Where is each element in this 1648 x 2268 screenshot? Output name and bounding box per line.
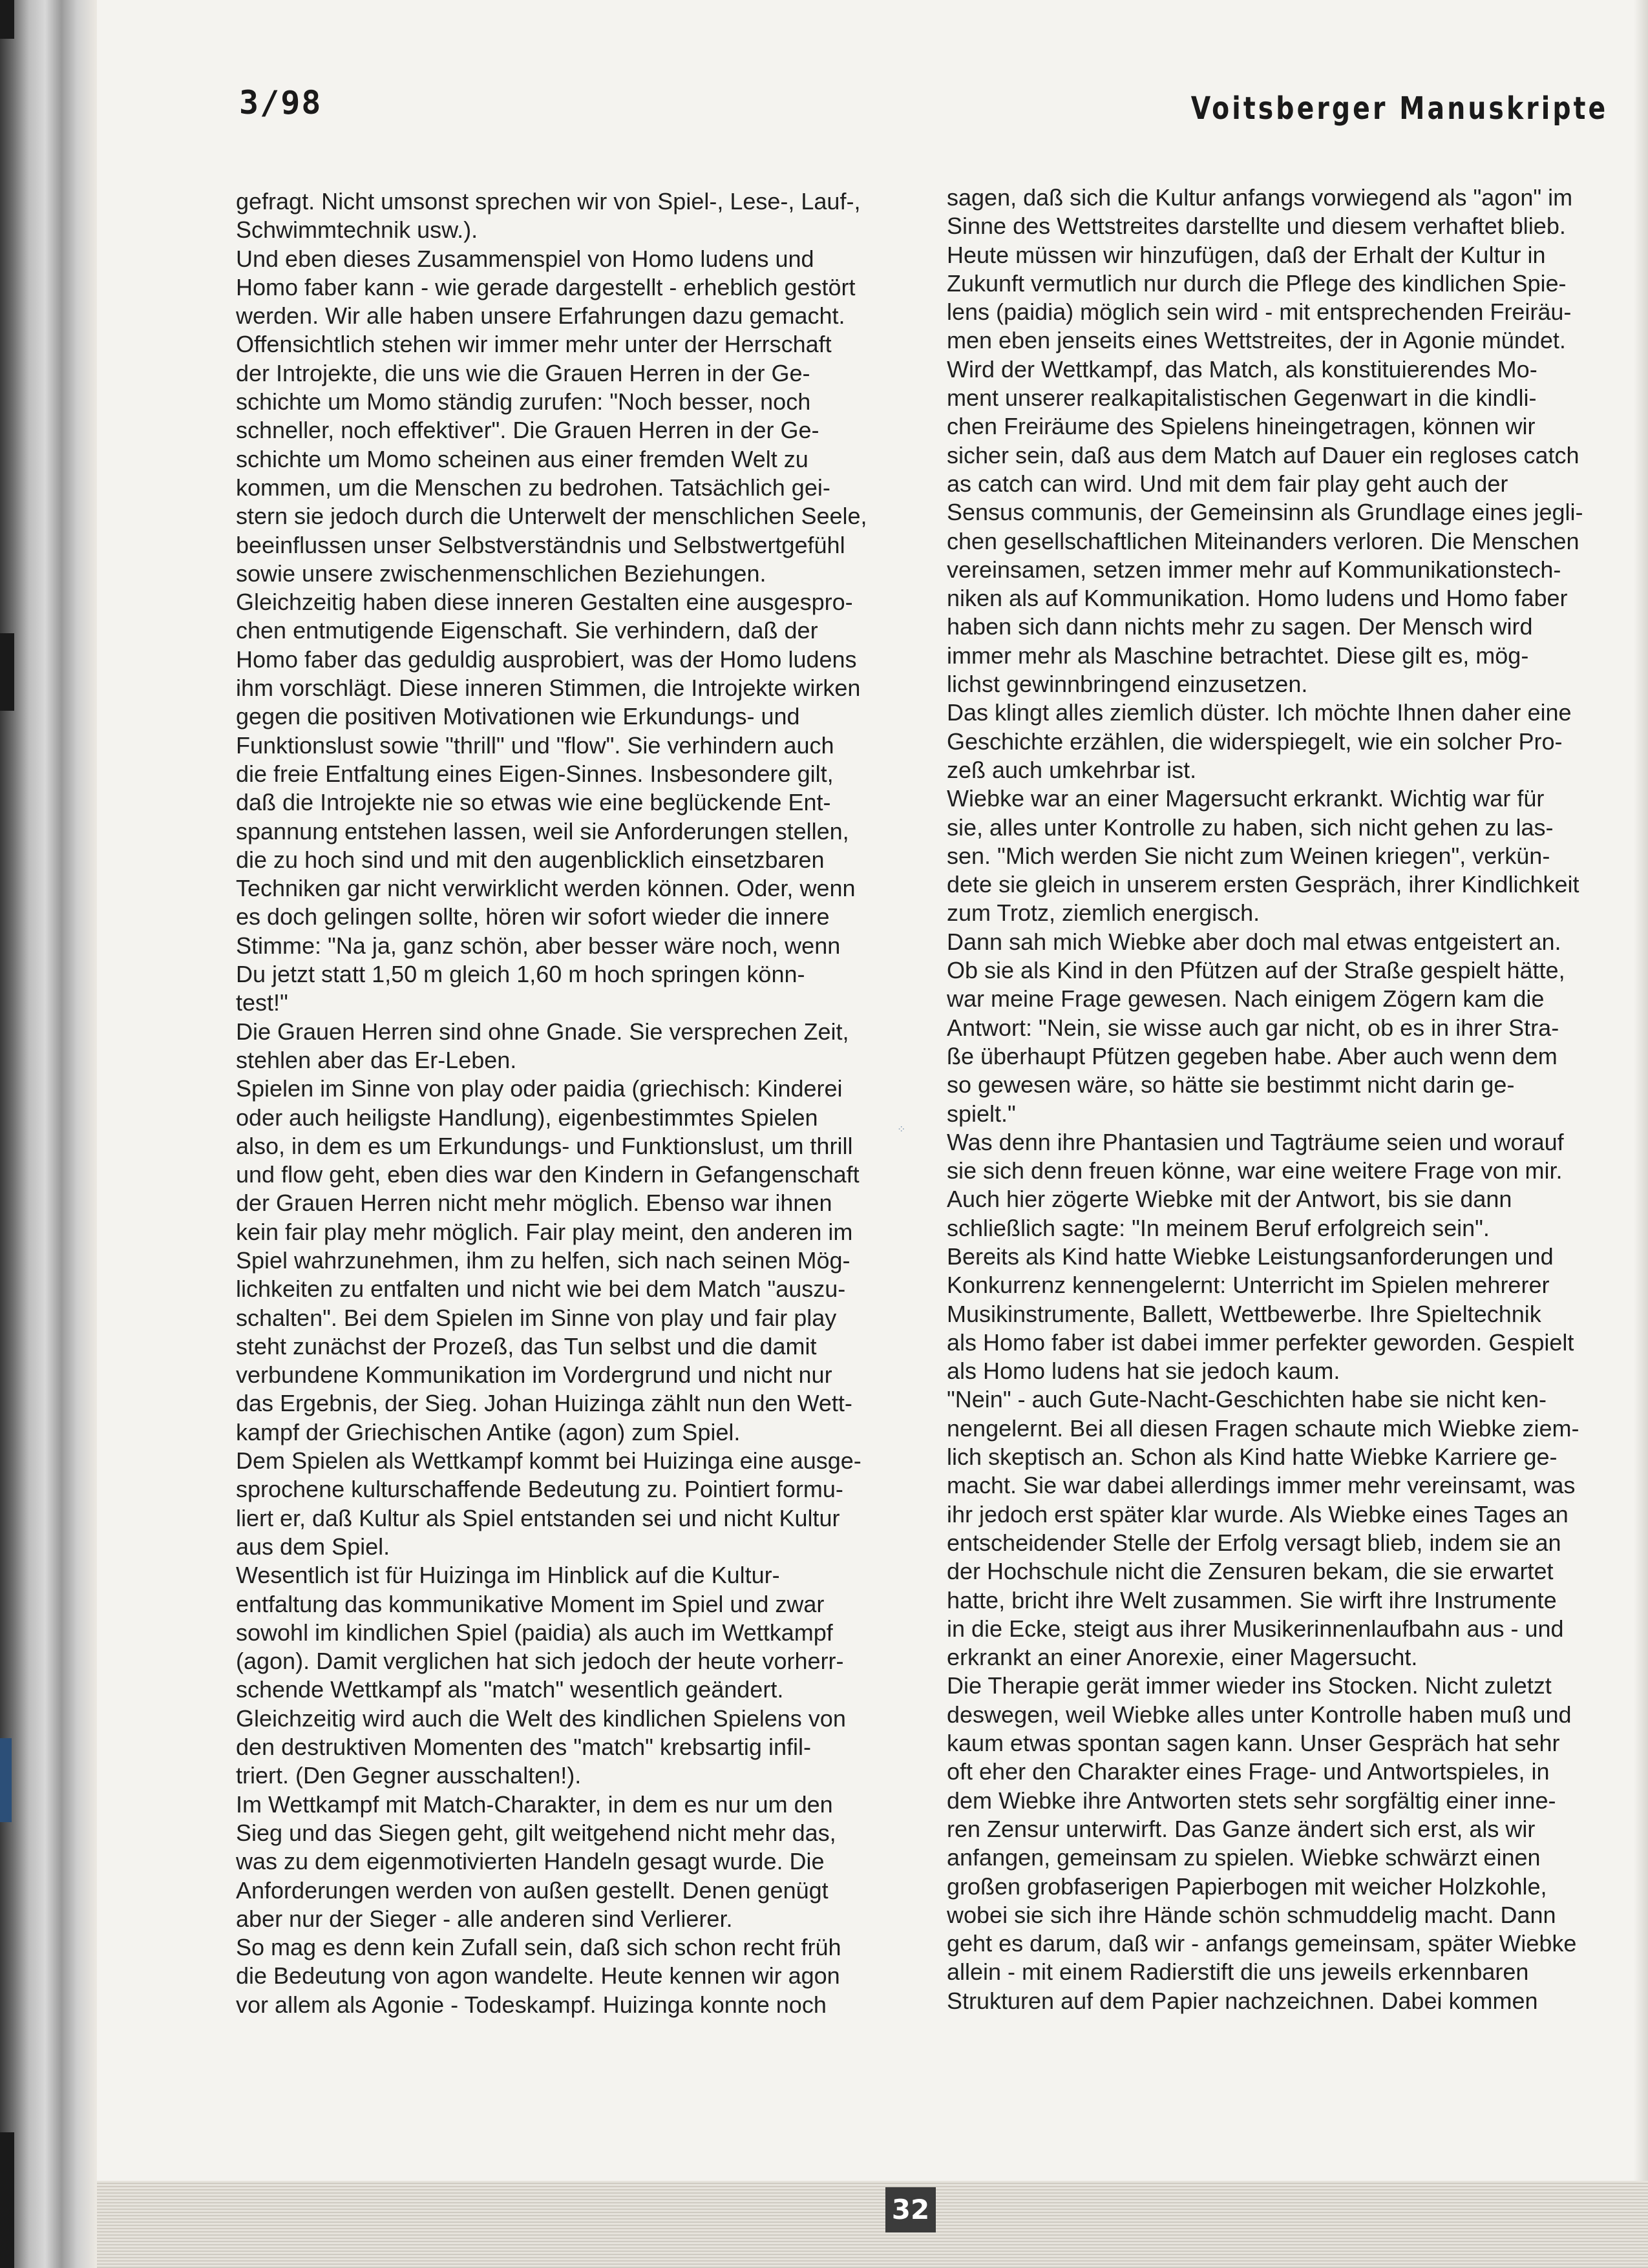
text-line: Homo faber das geduldig ausprobiert, was der Homo ludens — [236, 646, 857, 673]
text-line: vor allem als Agonie - Todeskampf. Huizinga konnte noch — [236, 1991, 827, 2018]
text-line: lens (paidia) möglich sein wird - mit entsprechenden Freiräu- — [947, 299, 1572, 326]
text-line: Wiebke war an einer Magersucht erkrankt. Wichtig war für — [947, 785, 1545, 812]
text-line: spannung entstehen lassen, weil sie Anforderungen stellen, — [236, 817, 849, 845]
text-line: Anforderungen werden von außen gestellt. Denen genügt — [236, 1876, 829, 1904]
text-line: was zu dem eigenmotivierten Handeln gesagt wurde. Die — [236, 1848, 825, 1875]
text-line: Homo faber kann - wie gerade dargestellt - erheblich gestört — [236, 273, 856, 300]
text-line: schichte um Momo scheinen aus einer fremden Welt zu — [236, 445, 808, 472]
text-line: der Introjekte, die uns wie die Grauen Herren in der Ge- — [236, 359, 810, 386]
text-line: den destruktiven Momenten des "match" krebsartig infil- — [236, 1734, 811, 1761]
text-line: zeß auch umkehrbar ist. — [947, 756, 1197, 783]
text-line: als Homo ludens hat sie jedoch kaum. — [947, 1358, 1340, 1385]
text-line: Spielen im Sinne von play oder paidia (griechisch: Kinderei — [236, 1075, 843, 1102]
text-line: gegen die positiven Motivationen wie Erkundungs- und — [236, 703, 800, 730]
text-line: ihm vorschlägt. Diese inneren Stimmen, die Introjekte wirken — [236, 675, 861, 702]
binding-dark-strip — [0, 0, 14, 39]
text-line: als Homo faber ist dabei immer perfekter geworden. Gespielt — [947, 1328, 1574, 1356]
right-text-column — [947, 184, 1609, 2015]
page-stack-edges — [97, 2181, 1648, 2268]
text-line: liert er, daß Kultur als Spiel entstanden sei und nicht Kultur — [236, 1504, 840, 1531]
text-line: sicher sein, daß aus dem Match auf Dauer ein regloses catch — [947, 441, 1579, 468]
text-line: deswegen, weil Wiebke alles unter Kontrolle haben muß und — [947, 1701, 1572, 1728]
binding-dark-strip — [0, 633, 14, 711]
text-line: stehlen aber das Er-Leben. — [236, 1046, 517, 1073]
text-line: die freie Entfaltung eines Eigen-Sinnes. Insbesondere gilt, — [236, 760, 834, 787]
text-line: also, in dem es um Erkundungs- und Funktionslust, um thrill — [236, 1132, 853, 1159]
text-line: so gewesen wäre, so hätte sie bestimmt nicht darin ge- — [947, 1071, 1515, 1098]
text-line: Funktionslust sowie "thrill" und "flow". Sie verhindern auch — [236, 731, 834, 759]
text-line: sen. "Mich werden Sie nicht zum Weinen kriegen", verkün- — [947, 842, 1550, 869]
text-line: beeinflussen unser Selbstverständnis und Selbstwertgefühl — [236, 531, 845, 558]
text-line: war meine Frage gewesen. Nach einigem Zögern kam die — [947, 985, 1545, 1013]
text-line: Und eben dieses Zusammenspiel von Homo ludens und — [236, 245, 814, 272]
text-line: Wesentlich ist für Huizinga im Hinblick auf die Kultur- — [236, 1562, 780, 1589]
text-line: ihr jedoch erst später klar wurde. Als Wiebke eines Tages an — [947, 1500, 1569, 1528]
text-line: anfangen, gemeinsam zu spielen. Wiebke schwärzt einen — [947, 1844, 1541, 1871]
text-line: as catch can wird. Und mit dem fair play geht auch der — [947, 470, 1508, 497]
text-line: Sieg und das Siegen geht, gilt weitgehend nicht mehr das, — [236, 1819, 836, 1846]
text-line: schende Wettkampf als "match" wesentlich geändert. — [236, 1676, 784, 1703]
text-line: sowie unsere zwischenmenschlichen Beziehungen. — [236, 560, 766, 587]
text-line: Spiel wahrzunehmen, ihm zu helfen, sich nach seinen Mög- — [236, 1246, 850, 1274]
text-line: lichkeiten zu entfalten und nicht wie bei dem Match "auszu- — [236, 1276, 846, 1303]
text-line: niken als auf Kommunikation. Homo ludens und Homo faber — [947, 585, 1568, 612]
text-line: Ob sie als Kind in den Pfützen auf der Straße gespielt hätte, — [947, 957, 1565, 984]
text-line: (agon). Damit verglichen hat sich jedoch der heute vorherr- — [236, 1648, 844, 1675]
text-line: nengelernt. Bei all diesen Fragen schaute mich Wiebke ziem- — [947, 1414, 1579, 1442]
text-line: ment unserer realkapitalistischen Gegenwart in die kindli- — [947, 384, 1537, 412]
text-line: lich skeptisch an. Schon als Kind hatte Wiebke Karriere ge- — [947, 1444, 1558, 1471]
text-line: entscheidender Stelle der Erfolg versagt blieb, indem sie an — [947, 1529, 1561, 1556]
text-line: Im Wettkampf mit Match-Charakter, in dem es nur um den — [236, 1790, 833, 1818]
text-line: kommen, um die Menschen zu bedrohen. Tatsächlich gei- — [236, 474, 830, 501]
text-line: haben sich dann nichts mehr zu sagen. Der Mensch wird — [947, 613, 1533, 640]
text-line: lichst gewinnbringend einzusetzen. — [947, 671, 1308, 698]
text-line: macht. Sie war dabei allerdings immer mehr vereinsamt, was — [947, 1472, 1576, 1499]
text-line: So mag es denn kein Zufall sein, daß sich schon recht früh — [236, 1934, 841, 1961]
text-line: der Grauen Herren nicht mehr möglich. Ebenso war ihnen — [236, 1190, 832, 1217]
text-line: Dann sah mich Wiebke aber doch mal etwas entgeistert an. — [947, 928, 1561, 955]
text-line: sie sich denn freuen könne, war eine weitere Frage von mir. — [947, 1157, 1563, 1184]
text-line: oder auch heiligste Handlung), eigenbestimmtes Spielen — [236, 1104, 818, 1131]
text-line: oft eher den Charakter eines Frage- und Antwortspieles, in — [947, 1758, 1550, 1785]
text-line: entfaltung das kommunikative Moment im Spiel und zwar — [236, 1590, 825, 1617]
text-line: Sensus communis, der Gemeinsinn als Grundlage eines jegli- — [947, 499, 1583, 526]
text-line: dem Wiebke ihre Antworten stets sehr sorgfältig einer inne- — [947, 1787, 1556, 1814]
text-line: kaum etwas spontan sagen kann. Unser Gespräch hat sehr — [947, 1730, 1560, 1757]
text-line: hatte, bricht ihre Welt zusammen. Sie wirft ihre Instrumente — [947, 1586, 1557, 1613]
text-line: der Hochschule nicht die Zensuren bekam, die sie erwartet — [947, 1558, 1554, 1585]
text-line: erkrankt an einer Anorexie, einer Magersucht. — [947, 1644, 1418, 1671]
text-line: Musikinstrumente, Ballett, Wettbewerbe. Ihre Spieltechnik — [947, 1300, 1541, 1327]
text-line: spielt." — [947, 1100, 1016, 1127]
text-line: in die Ecke, steigt aus ihrer Musikerinnenlaufbahn aus - und — [947, 1615, 1564, 1642]
magazine-title: Voitsberger Manuskripte — [1190, 90, 1608, 127]
text-line: Gleichzeitig haben diese inneren Gestalten eine ausgespro- — [236, 589, 853, 616]
text-line: zum Trotz, ziemlich energisch. — [947, 899, 1260, 927]
text-line: Wird der Wettkampf, das Match, als konstituierendes Mo- — [947, 355, 1537, 383]
text-line: "Nein" - auch Gute-Nacht-Geschichten habe sie nicht ken- — [947, 1386, 1547, 1413]
text-line: es doch gelingen sollte, hören wir sofort wieder die innere — [236, 903, 830, 930]
text-line: stern sie jedoch durch die Unterwelt der menschlichen Seele, — [236, 503, 867, 530]
text-line: Techniken gar nicht verwirklicht werden können. Oder, wenn — [236, 875, 856, 902]
text-line: Gleichzeitig wird auch die Welt des kindlichen Spielens von — [236, 1705, 846, 1732]
text-line: schneller, noch effektiver". Die Grauen Herren in der Ge- — [236, 417, 819, 444]
text-line: Die Grauen Herren sind ohne Gnade. Sie versprechen Zeit, — [236, 1018, 849, 1045]
text-line: dete sie gleich in unserem ersten Gespräch, ihrer Kindlichkeit — [947, 871, 1579, 898]
text-line: werden. Wir alle haben unsere Erfahrungen dazu gemacht. — [236, 302, 845, 330]
text-line: gefragt. Nicht umsonst sprechen wir von Spiel-, Lese-, Lauf-, — [236, 188, 861, 215]
text-line: Die Therapie gerät immer wieder ins Stocken. Nicht zuletzt — [947, 1672, 1552, 1699]
book-binding-edge — [0, 0, 97, 2268]
text-line: ren Zensur unterwirft. Das Ganze ändert sich erst, als wir — [947, 1815, 1536, 1842]
text-line: wobei sie sich ihre Hände schön schmuddelig macht. Dann — [947, 1901, 1556, 1928]
text-line: immer mehr als Maschine betrachtet. Diese gilt es, mög- — [947, 642, 1529, 669]
text-line: chen Freiräume des Spielens hineingetragen, können wir — [947, 413, 1536, 440]
text-line: Was denn ihre Phantasien und Tagträume seien und worauf — [947, 1128, 1564, 1155]
text-line: Geschichte erzählen, die widerspiegelt, wie ein solcher Pro- — [947, 728, 1563, 755]
text-line: chen entmutigende Eigenschaft. Sie verhindern, daß der — [236, 617, 818, 644]
text-line: Antwort: "Nein, sie wisse auch gar nicht, ob es in ihrer Stra- — [947, 1014, 1559, 1041]
text-line: Du jetzt statt 1,50 m gleich 1,60 m hoch springen könn- — [236, 961, 805, 988]
page-right-edge — [1634, 0, 1648, 2268]
print-speck: ⁘ — [897, 1123, 906, 1135]
text-line: schließlich sagte: "In meinem Beruf erfolgreich sein". — [947, 1214, 1490, 1241]
text-line: chen gesellschaftlichen Miteinanders verloren. Die Menschen — [947, 527, 1579, 554]
text-line: sagen, daß sich die Kultur anfangs vorwiegend als "agon" im — [947, 184, 1573, 211]
text-line: sie, alles unter Kontrolle zu haben, sich nicht gehen zu las- — [947, 814, 1554, 841]
text-line: Offensichtlich stehen wir immer mehr unter der Herrschaft — [236, 331, 832, 358]
binding-blue-strip — [0, 1738, 12, 1822]
text-line: Schwimmtechnik usw.). — [236, 216, 478, 244]
left-text-column — [236, 187, 889, 2019]
text-line: aus dem Spiel. — [236, 1533, 390, 1560]
binding-dark-strip — [0, 2132, 14, 2268]
text-line: sowohl im kindlichen Spiel (paidia) als auch im Wettkampf — [236, 1619, 833, 1646]
text-line: Auch hier zögerte Wiebke mit der Antwort, bis sie dann — [947, 1186, 1512, 1213]
text-line: das Ergebnis, der Sieg. Johan Huizinga zählt nun den Wett- — [236, 1390, 852, 1417]
text-line: Konkurrenz kennengelernt: Unterricht im Spielen mehrerer — [947, 1272, 1550, 1299]
text-line: kampf der Griechischen Antike (agon) zum Spiel. — [236, 1418, 741, 1445]
text-line: verbundene Kommunikation im Vordergrund und nicht nur — [236, 1361, 832, 1389]
text-line: schichte um Momo ständig zurufen: "Noch besser, noch — [236, 388, 811, 415]
text-line: die Bedeutung von agon wandelte. Heute kennen wir agon — [236, 1962, 840, 1990]
text-line: steht zunächst der Prozeß, das Tun selbst und die damit — [236, 1332, 817, 1360]
text-line: kein fair play mehr möglich. Fair play meint, den anderen im — [236, 1218, 853, 1245]
text-line: aber nur der Sieger - alle anderen sind Verlierer. — [236, 1905, 733, 1932]
text-line: schalten". Bei dem Spielen im Sinne von play und fair play — [236, 1304, 837, 1331]
text-line: allein - mit einem Radierstift die uns jeweils erkennbaren — [947, 1958, 1529, 1986]
page-number: 32 — [885, 2187, 936, 2232]
text-line: vereinsamen, setzen immer mehr auf Kommunikationstech- — [947, 556, 1561, 583]
text-line: Das klingt alles ziemlich düster. Ich möchte Ihnen daher eine — [947, 699, 1572, 726]
text-line: daß die Introjekte nie so etwas wie eine beglückende Ent- — [236, 789, 831, 816]
text-line: und flow geht, eben dies war den Kindern in Gefangenschaft — [236, 1161, 860, 1188]
text-line: Stimme: "Na ja, ganz schön, aber besser wäre noch, wenn — [236, 932, 841, 959]
issue-number: 3/98 — [239, 84, 322, 121]
text-line: Sinne des Wettstreites darstellte und diesem verhaftet blieb. — [947, 213, 1566, 240]
text-line: großen grobfaserigen Papierbogen mit weicher Holzkohle, — [947, 1873, 1547, 1900]
text-line: Zukunft vermutlich nur durch die Pflege des kindlichen Spie- — [947, 269, 1567, 297]
text-line: test!" — [236, 989, 288, 1016]
text-line: ße überhaupt Pfützen gegeben habe. Aber auch wenn dem — [947, 1042, 1558, 1069]
text-line: die zu hoch sind und mit den augenblicklich einsetzbaren — [236, 846, 825, 873]
text-line: Heute müssen wir hinzufügen, daß der Erhalt der Kultur in — [947, 241, 1546, 268]
text-line: men eben jenseits eines Wettstreites, der in Agonie mündet. — [947, 327, 1566, 354]
text-line: Bereits als Kind hatte Wiebke Leistungsanforderungen und — [947, 1243, 1554, 1270]
text-line: triert. (Den Gegner ausschalten!). — [236, 1762, 582, 1789]
text-line: Dem Spielen als Wettkampf kommt bei Huizinga eine ausge- — [236, 1447, 861, 1475]
text-line: geht es darum, daß wir - anfangs gemeinsam, später Wiebke — [947, 1930, 1577, 1957]
text-line: sprochene kulturschaffende Bedeutung zu. Pointiert formu- — [236, 1476, 843, 1503]
text-line: Strukturen auf dem Papier nachzeichnen. Dabei kommen — [947, 1987, 1538, 2014]
